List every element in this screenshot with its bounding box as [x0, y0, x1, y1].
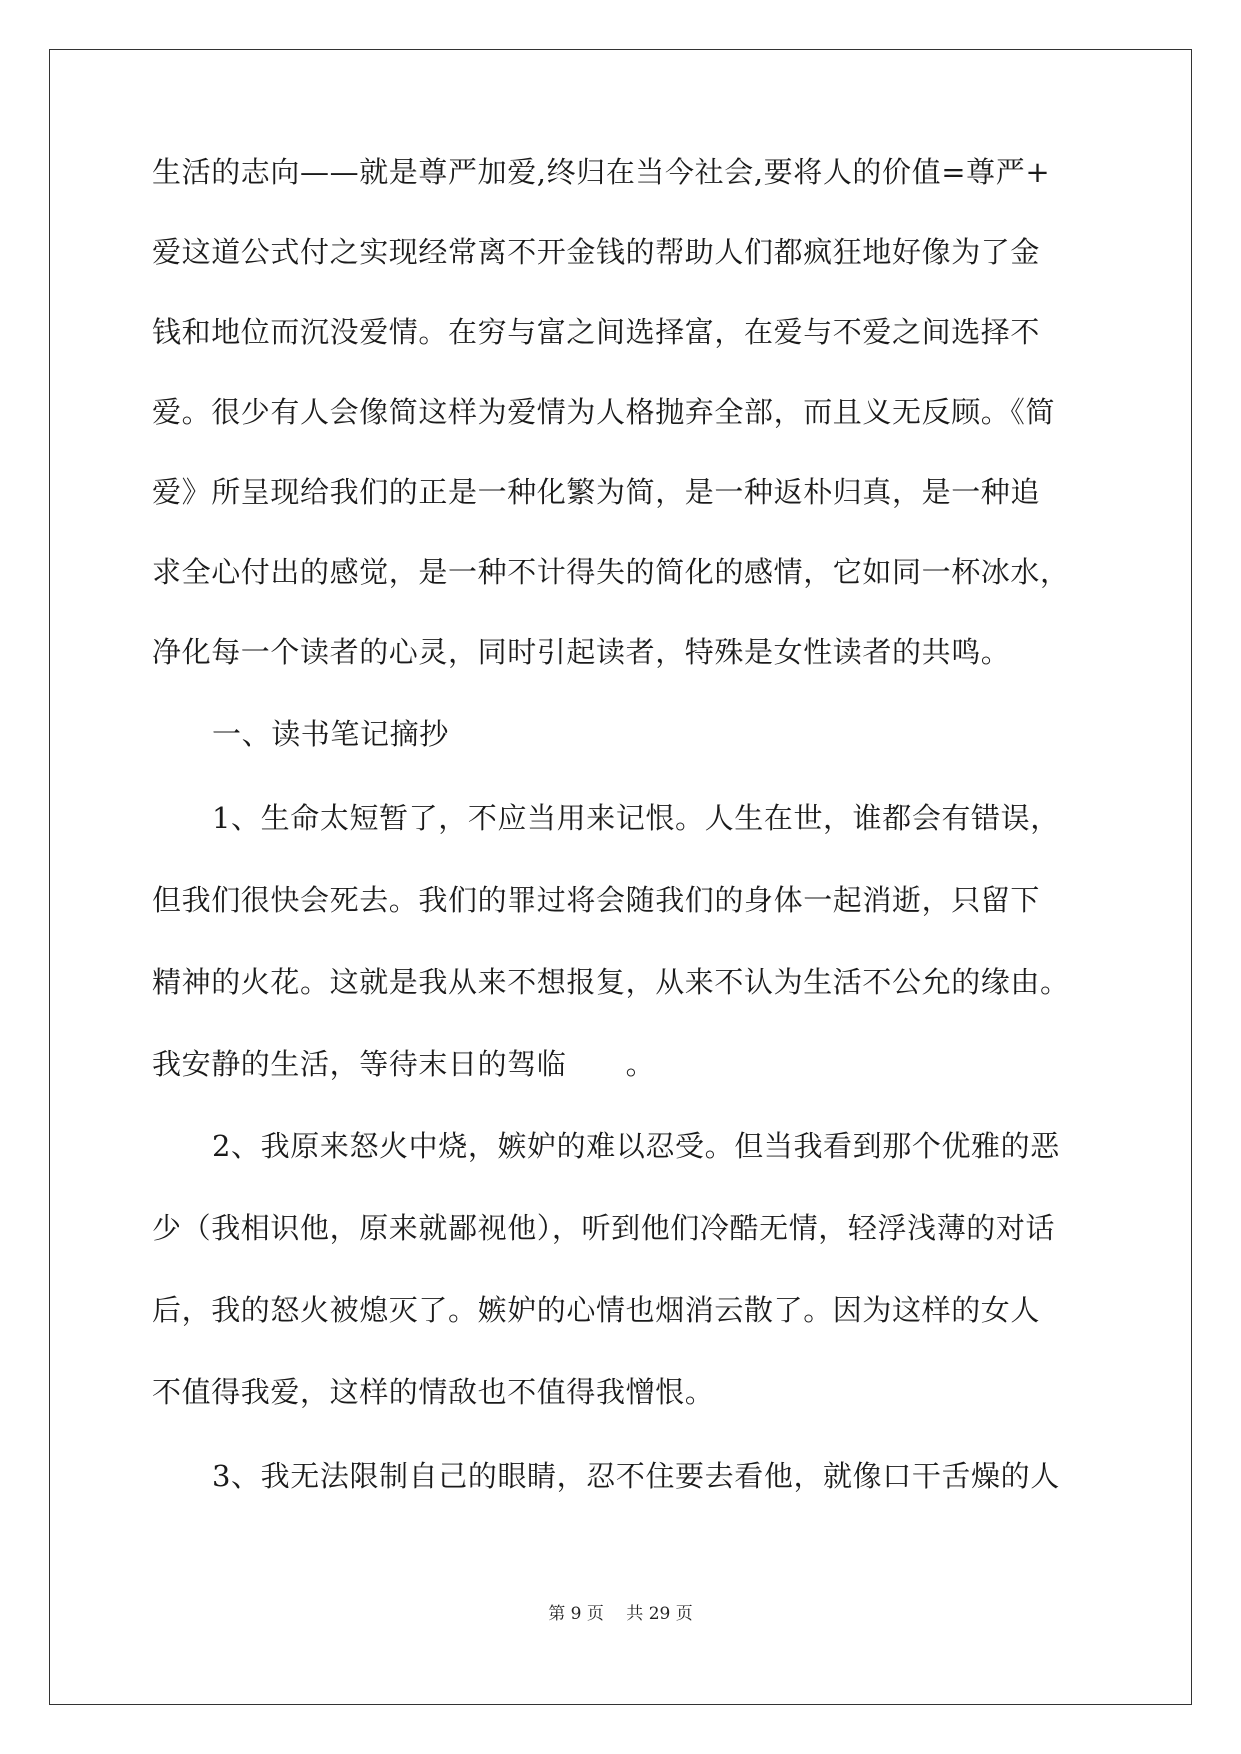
text-line: 钱和地位而沉没爱情。在穷与富之间选择富，在爱与不爱之间选择不	[152, 315, 1041, 349]
text-line: 爱这道公式付之实现经常离不开金钱的帮助人们都疯狂地好像为了金	[152, 235, 1041, 269]
text-line: 净化每一个读者的心灵，同时引起读者，特殊是女性读者的共鸣。	[152, 635, 1011, 669]
text-line: 但我们很快会死去。我们的罪过将会随我们的身体一起消逝，只留下	[152, 883, 1041, 917]
page-number-footer: 第 9 页 共 29 页	[548, 1604, 693, 1624]
text-line: 3、我无法限制自己的眼睛，忍不住要去看他，就像口干舌燥的人	[212, 1459, 1060, 1493]
text-line: 2、我原来怒火中烧，嫉妒的难以忍受。但当我看到那个优雅的恶	[212, 1129, 1060, 1163]
text-line: 不值得我爱，这样的情敌也不值得我憎恨。	[152, 1375, 715, 1409]
section-heading: 一、读书笔记摘抄	[212, 717, 449, 751]
text-line: 少（我相识他，原来就鄙视他），听到他们冷酷无情，轻浮浅薄的对话	[152, 1211, 1056, 1245]
text-line: 爱。很少有人会像简这样为爱情为人格抛弃全部，而且义无反顾。《简	[152, 395, 1056, 429]
text-line: 求全心付出的感觉，是一种不计得失的简化的感情，它如同一杯冰水，	[152, 555, 1070, 589]
text-line: 我安静的生活，等待末日的驾临 。	[152, 1047, 656, 1081]
text-line: 精神的火花。这就是我从来不想报复，从来不认为生活不公允的缘由。	[152, 965, 1070, 999]
text-line: 1、生命太短暂了，不应当用来记恨。人生在世，谁都会有错误，	[212, 801, 1060, 835]
text-line: 后，我的怒火被熄灭了。嫉妒的心情也烟消云散了。因为这样的女人	[152, 1293, 1041, 1327]
text-line: 生活的志向——就是尊严加爱,终归在当今社会,要将人的价值=尊严+	[152, 155, 1051, 189]
text-line: 爱》所呈现给我们的正是一种化繁为简，是一种返朴归真，是一种追	[152, 475, 1041, 509]
